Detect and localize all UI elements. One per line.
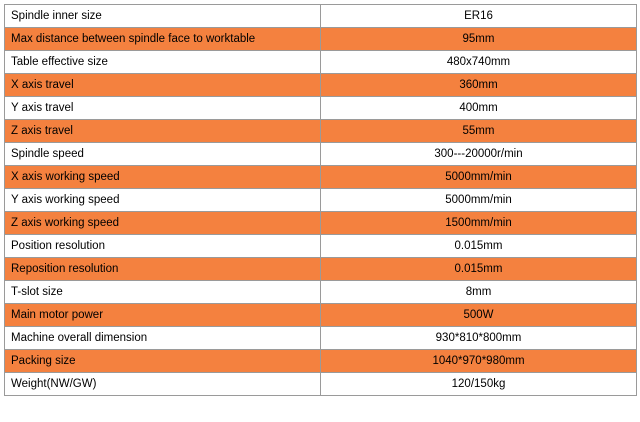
spec-value: 360mm	[321, 74, 637, 97]
spec-label: Machine overall dimension	[5, 327, 321, 350]
spec-label: Main motor power	[5, 304, 321, 327]
spec-label: Spindle speed	[5, 143, 321, 166]
spec-value: 1500mm/min	[321, 212, 637, 235]
spec-label: Position resolution	[5, 235, 321, 258]
spec-value: 400mm	[321, 97, 637, 120]
table-row	[5, 304, 637, 327]
spec-label: Z axis working speed	[5, 212, 321, 235]
spec-value: 930*810*800mm	[321, 327, 637, 350]
table-row	[5, 235, 637, 258]
spec-value: 55mm	[321, 120, 637, 143]
table-row	[5, 166, 637, 189]
spec-value: 5000mm/min	[321, 166, 637, 189]
specification-table-body	[5, 5, 637, 396]
table-row	[5, 258, 637, 281]
spec-label: X axis working speed	[5, 166, 321, 189]
spec-label: Max distance between spindle face to worktable	[5, 28, 321, 51]
spec-value: 300---20000r/min	[321, 143, 637, 166]
spec-value: 0.015mm	[321, 235, 637, 258]
table-row	[5, 143, 637, 166]
spec-label: Y axis travel	[5, 97, 321, 120]
spec-label: Y axis working speed	[5, 189, 321, 212]
table-row	[5, 327, 637, 350]
spec-label: Table effective size	[5, 51, 321, 74]
table-row	[5, 350, 637, 373]
spec-label: Weight(NW/GW)	[5, 373, 321, 396]
table-row	[5, 97, 637, 120]
spec-label: Packing size	[5, 350, 321, 373]
table-row	[5, 74, 637, 97]
table-row	[5, 5, 637, 28]
spec-label: Spindle inner size	[5, 5, 321, 28]
spec-value: 1040*970*980mm	[321, 350, 637, 373]
table-row	[5, 51, 637, 74]
spec-value: 5000mm/min	[321, 189, 637, 212]
specification-table	[4, 4, 637, 396]
table-row	[5, 120, 637, 143]
table-row	[5, 281, 637, 304]
table-row	[5, 373, 637, 396]
table-row	[5, 212, 637, 235]
spec-label: X axis travel	[5, 74, 321, 97]
table-row	[5, 189, 637, 212]
spec-value: 0.015mm	[321, 258, 637, 281]
spec-value: 120/150kg	[321, 373, 637, 396]
spec-value: 8mm	[321, 281, 637, 304]
spec-value: 480x740mm	[321, 51, 637, 74]
spec-value: 500W	[321, 304, 637, 327]
spec-value: 95mm	[321, 28, 637, 51]
spec-label: Z axis travel	[5, 120, 321, 143]
spec-value: ER16	[321, 5, 637, 28]
spec-label: Reposition resolution	[5, 258, 321, 281]
table-row	[5, 28, 637, 51]
spec-label: T-slot size	[5, 281, 321, 304]
